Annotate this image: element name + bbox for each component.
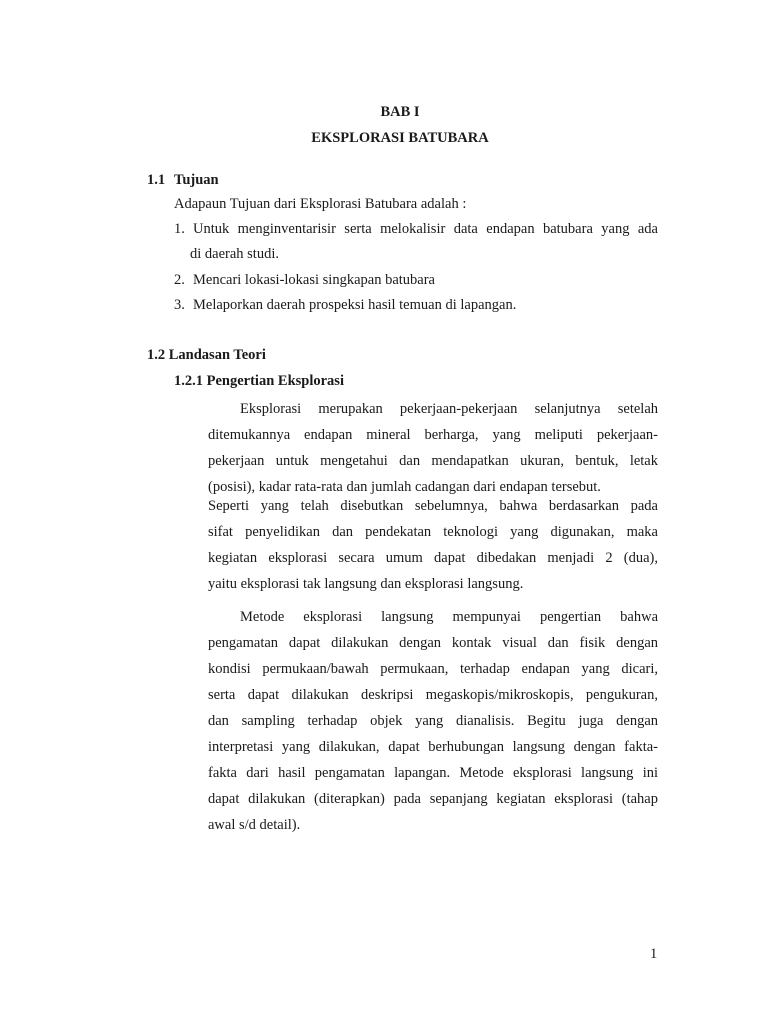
list-item-3-number: 3.: [174, 297, 185, 313]
paragraph-3-line: interpretasi yang dilakukan, dapat berhubungan langsung dengan fakta-: [208, 739, 658, 755]
paragraph-3: [208, 604, 658, 838]
section-1-2-title: 1.2 Landasan Teori: [147, 347, 266, 363]
paragraph-3-line: kondisi permukaan/bawah permukaan, terhadap endapan yang dicari,: [208, 661, 658, 677]
paragraph-3-line: fakta dari hasil pengamatan lapangan. Metode eksplorasi langsung ini: [208, 765, 658, 781]
paragraph-2-line: kegiatan eksplorasi secara umum dapat dibedakan menjadi 2 (dua),: [208, 550, 658, 566]
paragraph-3-line: pengamatan dapat dilakukan dengan kontak visual dan fisik dengan: [208, 635, 658, 651]
subsection-1-2-1-title: 1.2.1 Pengertian Eksplorasi: [174, 373, 344, 389]
paragraph-1-line: (posisi), kadar rata-rata dan jumlah cadangan dari endapan tersebut.: [208, 479, 601, 495]
chapter-heading: BAB I: [380, 104, 420, 120]
paragraph-3-line: dapat dilakukan (diterapkan) pada sepanjang kegiatan eksplorasi (tahap: [208, 791, 658, 807]
paragraph-3-line: serta dapat dilakukan deskripsi megaskopis/mikroskopis, pengukuran,: [208, 687, 658, 703]
section-1-1-title: Tujuan: [174, 172, 219, 188]
paragraph-3-line: awal s/d detail).: [208, 817, 301, 833]
section-1-1-intro: Adapaun Tujuan dari Eksplorasi Batubara adalah :: [174, 196, 467, 212]
list-item-1-number: 1.: [174, 221, 185, 237]
paragraph-1-line: Eksplorasi merupakan pekerjaan-pekerjaan selanjutnya setelah: [240, 401, 658, 417]
list-item-2-text: Mencari lokasi-lokasi singkapan batubara: [193, 272, 435, 288]
paragraph-3-line: dan sampling terhadap objek yang dianalisis. Begitu juga dengan: [208, 713, 658, 729]
list-item-2-number: 2.: [174, 272, 185, 288]
paragraph-1: [208, 396, 658, 500]
paragraph-2-line: sifat penyelidikan dan pendekatan teknologi yang digunakan, maka: [208, 524, 658, 540]
paragraph-2-line: yaitu eksplorasi tak langsung dan eksplorasi langsung.: [208, 576, 524, 592]
paragraph-3-line: Metode eksplorasi langsung mempunyai pengertian bahwa: [240, 609, 658, 625]
paragraph-1-line: pekerjaan untuk mengetahui dan mendapatkan ukuran, bentuk, letak: [208, 453, 658, 469]
paragraph-1-line: ditemukannya endapan mineral berharga, yang meliputi pekerjaan-: [208, 427, 658, 443]
paragraph-2-line: Seperti yang telah disebutkan sebelumnya, bahwa berdasarkan pada: [208, 498, 658, 514]
paragraph-2: [208, 493, 658, 597]
list-item-1-line1: Untuk menginventarisir serta melokalisir data endapan batubara yang ada: [193, 221, 658, 237]
section-1-1-number: 1.1: [147, 172, 166, 188]
list-item-1-line2: di daerah studi.: [190, 246, 279, 262]
chapter-title: EKSPLORASI BATUBARA: [311, 130, 489, 146]
page-number: 1: [650, 946, 658, 962]
list-item-3-text: Melaporkan daerah prospeksi hasil temuan di lapangan.: [193, 297, 517, 313]
